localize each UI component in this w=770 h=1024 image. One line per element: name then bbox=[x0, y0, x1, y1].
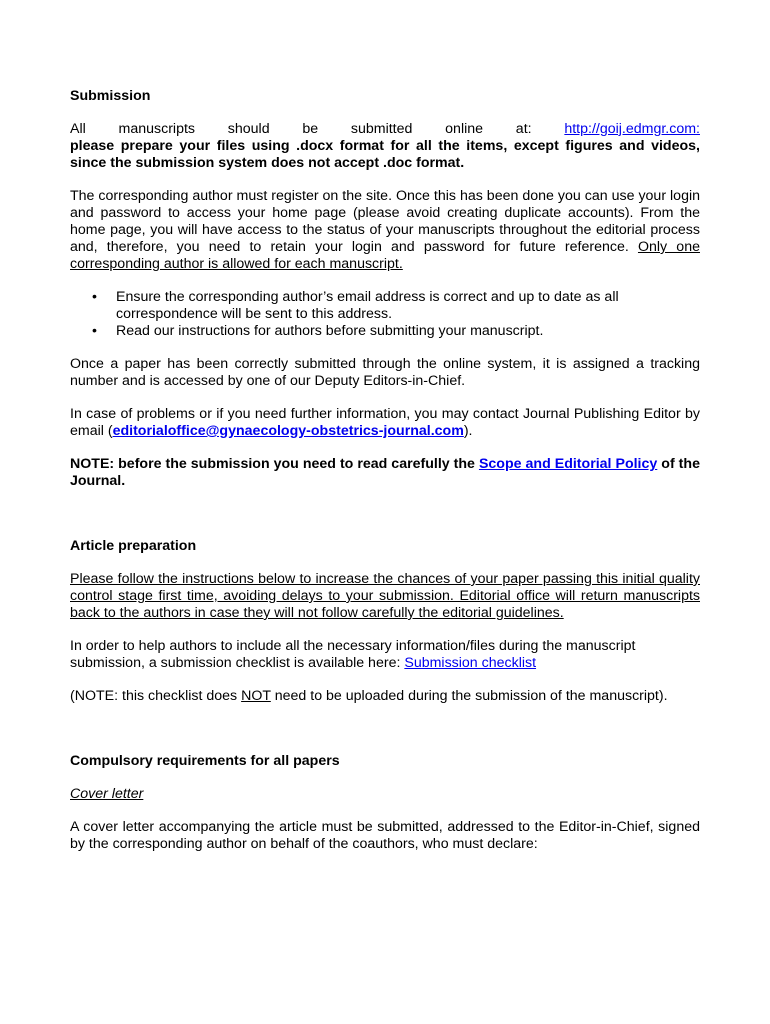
checklist-note-text: (NOTE: this checklist does bbox=[70, 688, 238, 704]
submission-intro-paragraph bbox=[70, 121, 700, 172]
submission-heading: Submission bbox=[70, 88, 151, 104]
contact-paragraph bbox=[70, 406, 700, 440]
submission-intro-text: All manuscripts should be submitted online at: bbox=[70, 121, 532, 137]
document-page bbox=[70, 88, 700, 853]
cover-letter-paragraph: A cover letter accompanying the article must be submitted, addressed to the Editor-in-Chief, signed by the corresponding author on behalf of the coauthors, who must declare: bbox=[70, 819, 700, 852]
checklist-note-end: need to be uploaded during the submission of the manuscript). bbox=[274, 688, 668, 704]
scope-note-text: NOTE: before the submission you need to read carefully the bbox=[70, 456, 475, 472]
list-item bbox=[92, 323, 700, 340]
bullet-text: Ensure the corresponding author’s email address is correct and up to date as all correspondence will be sent to this address. bbox=[116, 289, 619, 322]
contact-text-end: ). bbox=[463, 423, 473, 439]
editorial-email-link[interactable]: editorialoffice@gynaecology-obstetrics-journal.com bbox=[112, 423, 464, 439]
checklist-note-paragraph bbox=[70, 688, 700, 705]
scope-note-end: of the Journal. bbox=[70, 456, 700, 489]
checklist-note-not: NOT bbox=[241, 688, 271, 704]
checklist-paragraph bbox=[70, 638, 700, 672]
submission-bullet-list bbox=[70, 289, 700, 340]
bullet-glyph: • bbox=[92, 289, 97, 305]
list-item bbox=[92, 289, 700, 323]
bullet-glyph: • bbox=[92, 323, 97, 339]
submission-system-link[interactable]: http://goij.edmgr.com: bbox=[564, 121, 700, 137]
cover-letter-subheading: Cover letter bbox=[70, 786, 144, 802]
checklist-text: In order to help authors to include all the necessary information/files during the manuscript submission, a submission checklist is available here: bbox=[70, 638, 636, 671]
submission-intro-line bbox=[70, 121, 700, 138]
register-text: The corresponding author must register on the site. Once this has been done you can use your login and password to access your home page (please avoid creating duplicate accounts). From the home page, you will have access to the status of your manuscripts throughout the editorial process and, therefore, you need to retain your login and password for future reference. bbox=[70, 188, 700, 255]
scope-policy-link[interactable]: Scope and Editorial Policy bbox=[478, 456, 658, 472]
instructions-paragraph: Please follow the instructions below to increase the chances of your paper passing this initial quality control stage first time, avoiding delays to your submission. Editorial office will return manuscripts back to the authors in case they will not follow carefully the editorial guidelines. bbox=[70, 571, 700, 621]
compulsory-heading: Compulsory requirements for all papers bbox=[70, 753, 340, 769]
register-paragraph bbox=[70, 188, 700, 273]
tracking-paragraph: Once a paper has been correctly submitted through the online system, it is assigned a tracking number and is accessed by one of our Deputy Editors-in-Chief. bbox=[70, 356, 700, 389]
one-author-rule: Only one corresponding author is allowed for each manuscript. bbox=[70, 239, 700, 272]
submission-checklist-link[interactable]: Submission checklist bbox=[404, 655, 537, 671]
bullet-text: Read our instructions for authors before submitting your manuscript. bbox=[116, 323, 544, 339]
submission-format-warning: please prepare your files using .docx format for all the items, except figures and videos, since the submission system does not accept .doc format. bbox=[70, 138, 700, 171]
article-preparation-heading: Article preparation bbox=[70, 538, 197, 554]
scope-note-paragraph bbox=[70, 456, 700, 490]
contact-text: In case of problems or if you need further information, you may contact Journal Publishing Editor by email ( bbox=[70, 406, 700, 439]
